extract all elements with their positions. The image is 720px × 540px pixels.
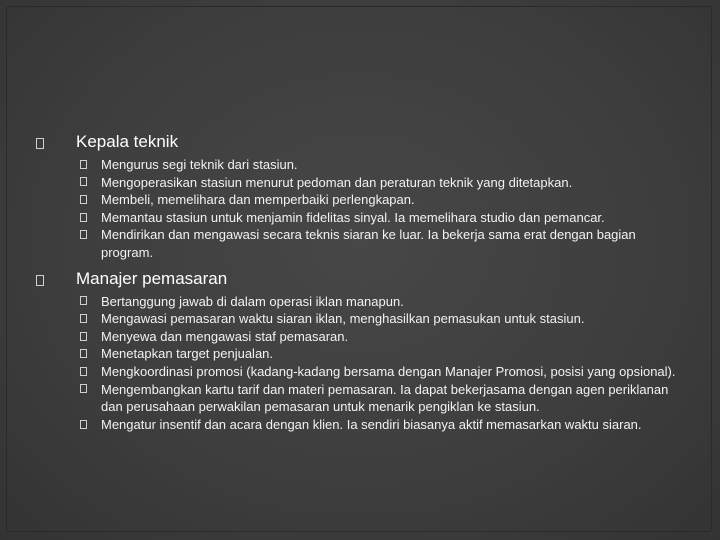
list-item: [80, 345, 676, 363]
bullet-box-icon: [80, 328, 101, 346]
list-item-text: Mengatur insentif dan acara dengan klien. Ia sendiri biasanya aktif memasarkan waktu siaran.: [101, 416, 642, 432]
section-kepala-teknik: [36, 131, 676, 262]
section-heading-row: [36, 268, 676, 291]
bullet-box-icon: [80, 363, 101, 381]
bullet-box-icon: [80, 293, 101, 311]
section-items: [80, 156, 676, 262]
bullet-box-icon: [80, 174, 101, 192]
list-item: [80, 191, 676, 209]
list-item-text: Menyewa dan mengawasi staf pemasaran.: [101, 328, 349, 344]
bullet-box-icon: [80, 310, 101, 328]
list-item: [80, 174, 676, 192]
list-item: [80, 293, 676, 311]
list-item-text: Mengembangkan kartu tarif dan materi pemasaran. Ia dapat bekerjasama dengan agen periklanan dan perusahaan perwakilan pemasaran untuk menarik pengiklan ke stasiun.: [101, 381, 669, 415]
list-item: [80, 156, 676, 174]
bullet-box-icon: [80, 156, 101, 174]
section-heading-row: [36, 131, 676, 154]
list-item: [80, 328, 676, 346]
section-title: Kepala teknik: [76, 132, 179, 151]
list-item: [80, 209, 676, 227]
list-item-text: Mengurus segi teknik dari stasiun.: [101, 157, 298, 172]
list-item: [80, 310, 676, 328]
bullet-box-icon: [80, 209, 101, 227]
list-item: [80, 416, 676, 434]
section-title: Manajer pemasaran: [76, 268, 228, 288]
bullet-box-icon: [36, 132, 76, 154]
bullet-box-icon: [80, 226, 101, 244]
section-manajer-pemasaran: [36, 268, 676, 434]
bullet-box-icon: [80, 416, 101, 434]
list-item: [80, 381, 676, 416]
section-items: [80, 293, 676, 434]
list-item-text: Mendirikan dan mengawasi secara teknis siaran ke luar. Ia bekerja sama erat dengan bagian program.: [101, 227, 636, 260]
bullet-box-icon: [80, 345, 101, 363]
list-item-text: Menetapkan target penjualan.: [101, 346, 274, 362]
list-item-text: Bertanggung jawab di dalam operasi iklan manapun.: [101, 293, 404, 309]
bullet-box-icon: [36, 269, 76, 291]
list-item-text: Membeli, memelihara dan memperbaiki perlengkapan.: [101, 192, 415, 208]
list-item: [80, 226, 676, 261]
bullet-box-icon: [80, 191, 101, 209]
list-item-text: Mengoperasikan stasiun menurut pedoman dan peraturan teknik yang ditetapkan.: [101, 174, 573, 190]
list-item-text: Mengawasi pemasaran waktu siaran iklan, menghasilkan pemasukan untuk stasiun.: [101, 311, 585, 327]
slide-content: [36, 131, 676, 439]
list-item: [80, 363, 676, 381]
bullet-box-icon: [80, 381, 101, 399]
list-item-text: Memantau stasiun untuk menjamin fidelitas sinyal. Ia memelihara studio dan pemancar.: [101, 209, 605, 225]
list-item-text: Mengkoordinasi promosi (kadang-kadang bersama dengan Manajer Promosi, posisi yang opsional).: [101, 363, 676, 379]
